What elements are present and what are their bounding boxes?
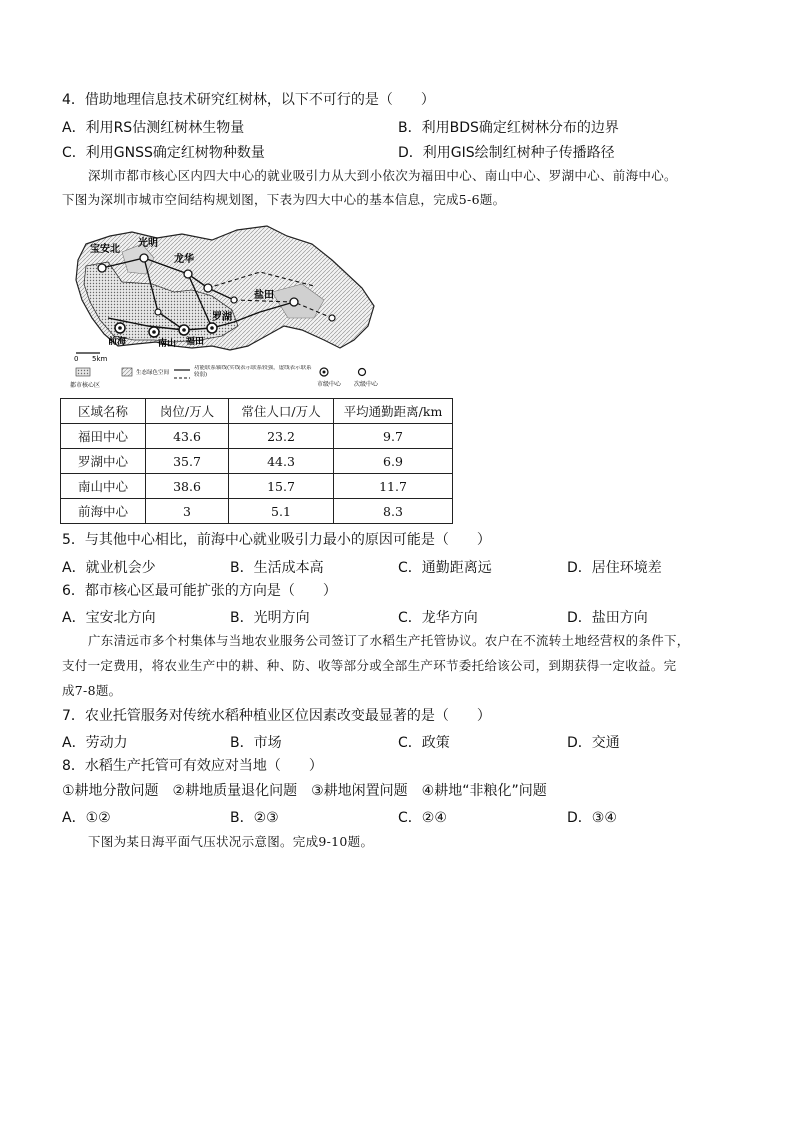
q7-option-c: C．政策 bbox=[398, 735, 450, 751]
intro78-line1: 广东清远市多个村集体与当地农业服务公司签订了水稻生产托管协议。农户在不流转土地经营权的条件下， bbox=[88, 633, 690, 648]
q4-option-d: D．利用GIS绘制红树种子传播路径 bbox=[398, 145, 615, 161]
table-cell: 9.7 bbox=[334, 424, 453, 449]
q8-items: ①耕地分散问题 ②耕地质量退化问题 ③耕地闲置问题 ④耕地“非粮化”问题 bbox=[62, 783, 547, 799]
q8-stem: 8．水稻生产托管可有效应对当地（ ） bbox=[62, 758, 323, 774]
q7-option-d: D．交通 bbox=[567, 735, 620, 751]
map-label-nanshan: 南山 bbox=[158, 339, 177, 349]
map-label-qianhai: 前海 bbox=[108, 337, 127, 347]
table-cell: 38.6 bbox=[146, 474, 229, 499]
q6-option-a: A．宝安北方向 bbox=[62, 610, 156, 626]
table-row bbox=[61, 474, 453, 499]
map-label-longhua: 龙华 bbox=[174, 254, 194, 265]
q5-option-d: D．居住环境差 bbox=[567, 560, 662, 576]
map-label-baoanbei: 宝安北 bbox=[90, 244, 120, 255]
map-label-yantian: 盐田 bbox=[254, 290, 274, 301]
table-cell: 8.3 bbox=[334, 499, 453, 524]
shenzhen-spatial-structure-map bbox=[62, 222, 384, 390]
q4-option-c: C．利用GNSS确定红树物种数量 bbox=[62, 145, 265, 161]
q4-option-a: A．利用RS估测红树林生物量 bbox=[62, 120, 245, 136]
table-header: 平均通勤距离/km bbox=[334, 399, 453, 424]
q7-stem: 7．农业托管服务对传统水稻种植业区位因素改变最显著的是（ ） bbox=[62, 708, 491, 724]
intro78-line3: 成7-8题。 bbox=[62, 683, 122, 698]
table-cell: 44.3 bbox=[229, 449, 334, 474]
legend-city-center: 市级中心 bbox=[317, 381, 342, 388]
table-row bbox=[61, 424, 453, 449]
scale-zero: 0 bbox=[74, 355, 79, 363]
table-header: 区域名称 bbox=[61, 399, 146, 424]
table-cell: 43.6 bbox=[146, 424, 229, 449]
map-label-guangming: 光明 bbox=[138, 238, 158, 249]
table-header-row bbox=[61, 399, 453, 424]
q5-option-a: A．就业机会少 bbox=[62, 560, 156, 576]
table-header: 岗位/万人 bbox=[146, 399, 229, 424]
q5-stem: 5．与其他中心相比，前海中心就业吸引力最小的原因可能是（ ） bbox=[62, 532, 491, 548]
intro78-line2: 支付一定费用，将农业生产中的耕、种、防、收等部分或全部生产环节委托给该公司，到期获得一定收益。完 bbox=[62, 658, 677, 673]
q8-option-d: D．③④ bbox=[567, 810, 617, 826]
q8-option-c: C．②④ bbox=[398, 810, 447, 826]
q7-option-b: B．市场 bbox=[230, 735, 282, 751]
table-cell: 福田中心 bbox=[61, 424, 146, 449]
legend-sub-center: 次级中心 bbox=[354, 381, 379, 388]
scale-km: 5km bbox=[92, 355, 108, 363]
q4-stem: 4．借助地理信息技术研究红树林，以下不可行的是（ ） bbox=[62, 92, 435, 108]
legend-axis: 功能联系轴线(实线表示联系较强，虚线表示联系较弱) bbox=[194, 365, 312, 378]
q8-option-b: B．②③ bbox=[230, 810, 279, 826]
q6-stem: 6．都市核心区最可能扩张的方向是（ ） bbox=[62, 583, 337, 599]
table-header: 常住人口/万人 bbox=[229, 399, 334, 424]
map-label-futian: 福田 bbox=[186, 337, 205, 347]
map-label-luohu: 罗湖 bbox=[212, 312, 232, 323]
intro910-line1: 下图为某日海平面气压状况示意图。完成9-10题。 bbox=[88, 834, 374, 849]
q6-option-c: C．龙华方向 bbox=[398, 610, 478, 626]
table-cell: 35.7 bbox=[146, 449, 229, 474]
table-cell: 3 bbox=[146, 499, 229, 524]
intro56-line2: 下图为深圳市城市空间结构规划图，下表为四大中心的基本信息，完成5-6题。 bbox=[62, 192, 506, 207]
q8-option-a: A．①② bbox=[62, 810, 111, 826]
q6-option-b: B．光明方向 bbox=[230, 610, 310, 626]
table-cell: 23.2 bbox=[229, 424, 334, 449]
q5-option-b: B．生活成本高 bbox=[230, 560, 324, 576]
center-info-table bbox=[60, 398, 453, 524]
intro56-line1: 深圳市都市核心区内四大中心的就业吸引力从大到小依次为福田中心、南山中心、罗湖中心、前海中心。 bbox=[88, 168, 677, 183]
table-cell: 5.1 bbox=[229, 499, 334, 524]
table-cell: 南山中心 bbox=[61, 474, 146, 499]
q4-option-b: B．利用BDS确定红树林分布的边界 bbox=[398, 120, 619, 136]
table-cell: 15.7 bbox=[229, 474, 334, 499]
legend-core: 都市核心区 bbox=[70, 382, 101, 389]
table-cell: 罗湖中心 bbox=[61, 449, 146, 474]
table-cell: 前海中心 bbox=[61, 499, 146, 524]
q5-option-c: C．通勤距离远 bbox=[398, 560, 492, 576]
table-row bbox=[61, 499, 453, 524]
q6-option-d: D．盐田方向 bbox=[567, 610, 648, 626]
table-cell: 11.7 bbox=[334, 474, 453, 499]
table-row bbox=[61, 449, 453, 474]
legend-green: 生态绿色空间 bbox=[136, 370, 170, 376]
q7-option-a: A．劳动力 bbox=[62, 735, 128, 751]
table-cell: 6.9 bbox=[334, 449, 453, 474]
